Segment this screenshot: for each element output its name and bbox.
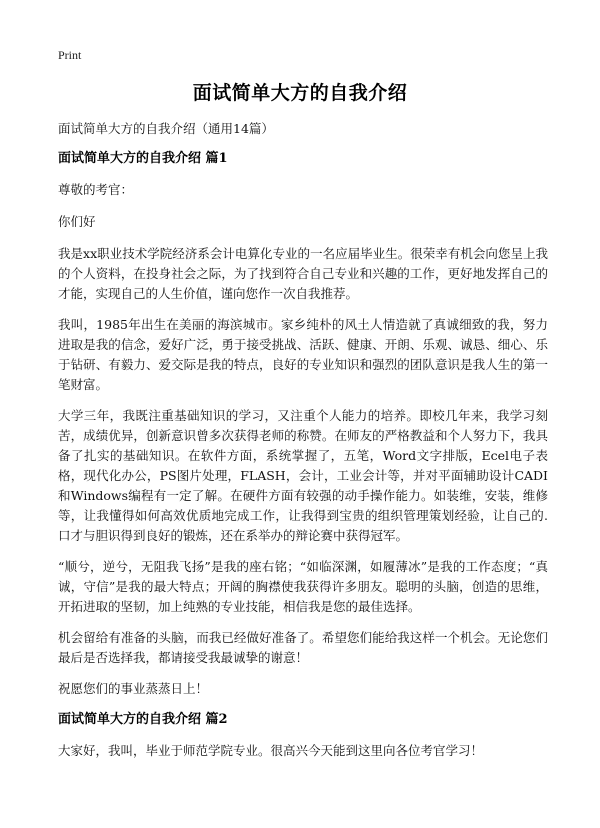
document-body xyxy=(58,120,548,772)
section-heading-1: 面试简单大方的自我介绍 篇1 xyxy=(58,151,228,166)
document-subtitle: 面试简单大方的自我介绍（通用14篇） xyxy=(58,121,274,136)
section-heading-2: 面试简单大方的自我介绍 篇2 xyxy=(58,712,228,727)
paragraph-closing: 机会留给有准备的头脑，而我已经做好准备了。希望您们能给我这样一个机会。无论您们最后是否选择我，都请接受我最诚挚的谢意！ xyxy=(58,630,548,665)
print-link[interactable]: Print xyxy=(58,48,82,62)
paragraph-wishes: 祝愿您们的事业蒸蒸日上！ xyxy=(58,681,209,696)
paragraph-greeting: 你们好 xyxy=(58,214,96,229)
paragraph-motto: “顺兮，逆兮，无阻我飞扬”是我的座右铭；“如临深渊，如履薄冰”是我的工作态度；“真诚，守信”是我的最大特点；开阔的胸襟使我获得许多朋友。聪明的头脑，创造的思维，开拓进取的坚韧，加上纯熟的专业技能，相信我是您的最佳选择。 xyxy=(58,559,548,614)
paragraph-intro: 我是xx职业技术学院经济系会计电算化专业的一名应届毕业生。很荣幸有机会向您呈上我的个人资料，在投身社会之际，为了找到符合自己专业和兴趣的工作，更好地发挥自己的才能，实现自己的人生价值，谨向您作一次自我推荐。 xyxy=(58,246,548,301)
paragraph-skills: 大学三年，我既注重基础知识的学习，又注重个人能力的培养。即校几年来，我学习刻苦，成绩优异，创新意识曾多次获得老师的称赞。在师友的严格教益和个人努力下，我具备了扎实的基础知识。在软件方面，系统掌握了，五笔，Word文字排版，Ecel电子表格，现代化办公，PS图片处理，FLASH，会计，工业会计等，并对平面辅助设计CADI和Windows编程有一定了解。在硬件方面有较强的动手操作能力。如装维，安装，维修等，让我懂得如何高效优质地完成工作，让我得到宝贵的组织管理策划经验，让自己的.口才与胆识得到良好的锻炼，还在系举办的辩论赛中获得冠军。 xyxy=(58,408,548,543)
paragraph-background: 我叫，1985年出生在美丽的海滨城市。家乡纯朴的风土人情造就了真诚细致的我，努力进取是我的信念，爱好广泛，勇于接受挑战、活跃、健康、开朗、乐观、诚恳、细心、乐于钻研、有毅力、爱交际是我的特点，良好的专业知识和强烈的团队意识是我人生的第一笔财富。 xyxy=(58,317,548,392)
paragraph-salutation: 尊敬的考官： xyxy=(58,182,134,197)
page-title: 面试简单大方的自我介绍 xyxy=(192,82,408,104)
paragraph-section2-intro: 大家好，我叫，毕业于师范学院专业。很高兴今天能到这里向各位考官学习！ xyxy=(58,743,484,758)
